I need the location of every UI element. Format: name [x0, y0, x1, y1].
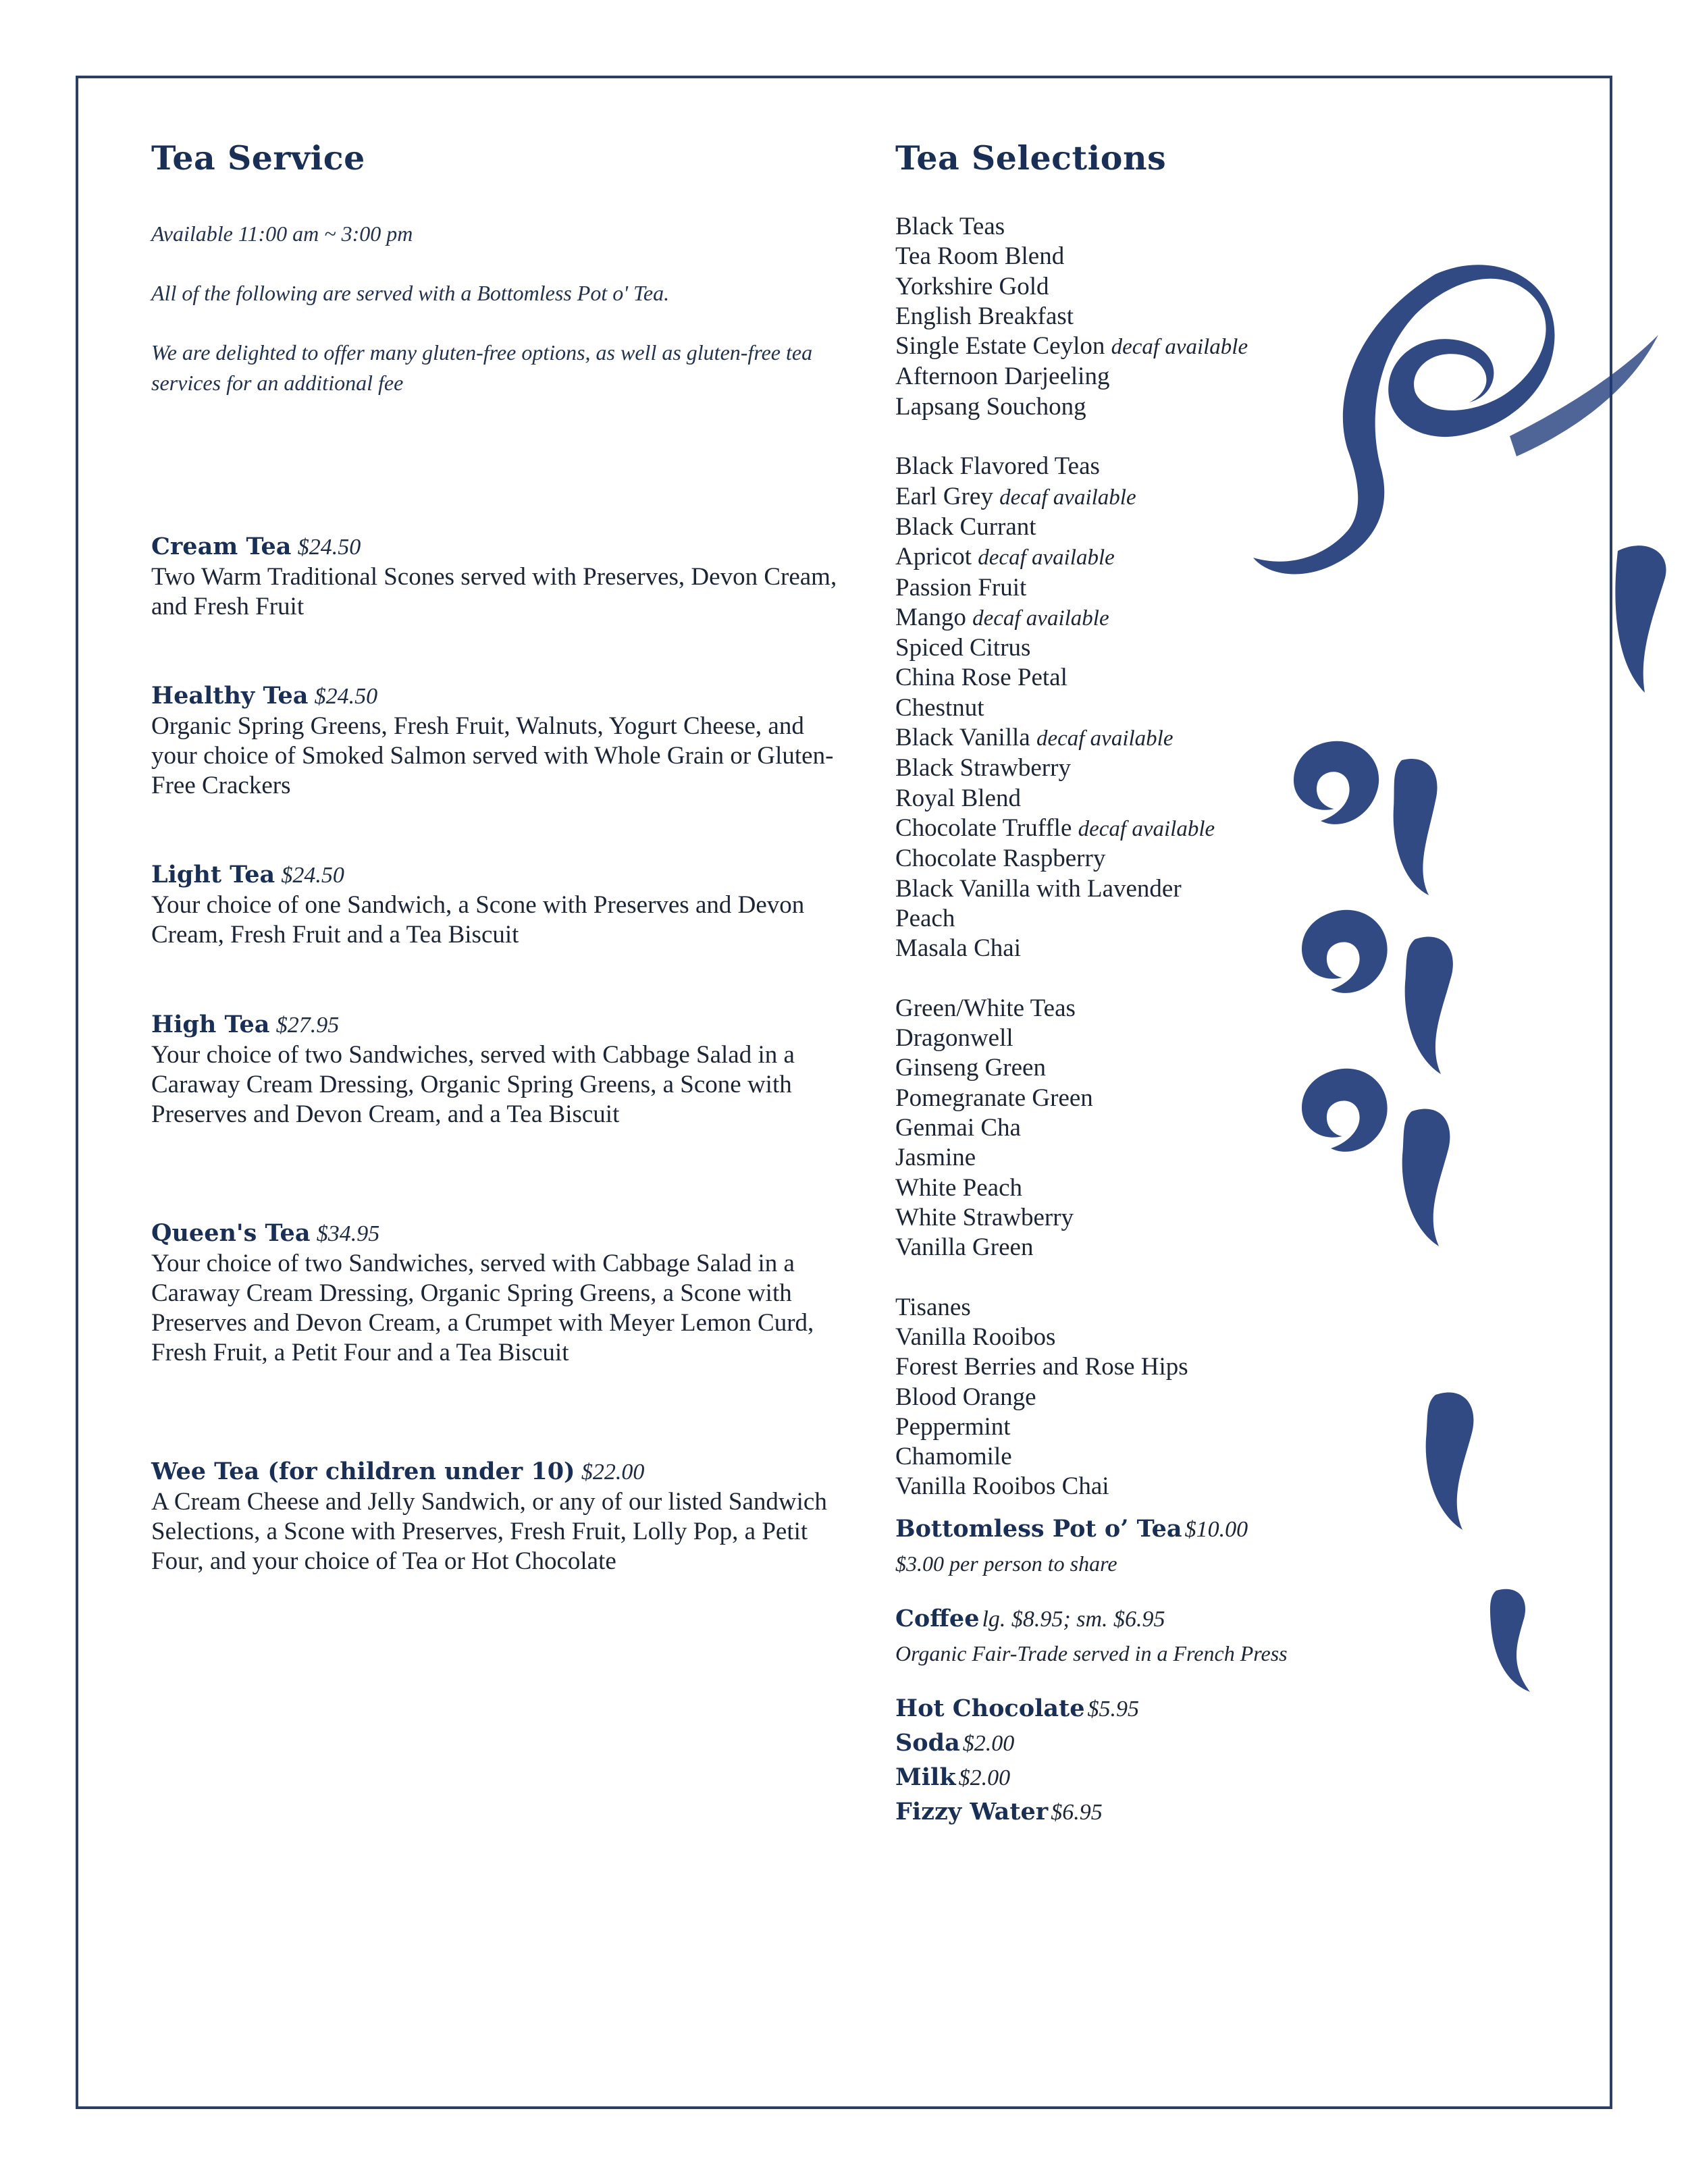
- tea-item-name: Forest Berries and Rose Hips: [895, 1353, 1188, 1381]
- tea-item-name: Vanilla Green: [895, 1233, 1034, 1262]
- tea-item-name: Black Teas: [895, 213, 1005, 240]
- service-healthy-tea: [151, 681, 847, 801]
- coffee-name: Coffee: [895, 1605, 980, 1632]
- tea-item-name: Single Estate Ceylon: [895, 332, 1105, 361]
- tea-service-intro: [151, 219, 847, 427]
- drink-item: Soda $2.00: [895, 1729, 1015, 1757]
- service-price: $24.50: [314, 684, 378, 709]
- tea-item-name: Jasmine: [895, 1144, 976, 1172]
- tea-item-name: Chocolate Truffle: [895, 814, 1072, 842]
- decaf-note: decaf available: [1078, 816, 1215, 841]
- tea-item-name: Vanilla Rooibos: [895, 1323, 1056, 1351]
- service-description: Two Warm Traditional Scones served with Preserves, Devon Cream, and Fresh Fruit: [151, 563, 837, 620]
- tea-item-name: White Peach: [895, 1173, 1022, 1202]
- tea-item-name: Blood Orange: [895, 1383, 1036, 1411]
- service-wee-tea: [151, 1457, 847, 1576]
- tea-item-name: Peppermint: [895, 1412, 1011, 1441]
- service-name: High Tea: [151, 1011, 270, 1038]
- tea-item-name: Black Vanilla: [895, 724, 1030, 752]
- service-name: Cream Tea: [151, 533, 292, 560]
- tea-service-heading: Tea Service: [151, 138, 365, 178]
- tea-item-name: Tisanes: [895, 1293, 971, 1321]
- tea-item-name: Black Vanilla with Lavender: [895, 874, 1182, 903]
- decaf-note: decaf available: [972, 606, 1109, 631]
- tea-item-name: Passion Fruit: [895, 573, 1027, 602]
- bottomless-pot-price: $10.00: [1184, 1517, 1248, 1542]
- service-description: Your choice of two Sandwiches, served with Cabbage Salad in a Caraway Cream Dressing, Organic Spring Greens, a Scone with Preserves and Devon Cream, a Crumpet with Meyer Lemon Curd, Fresh Fruit, a Petit Four and a Tea Biscuit: [151, 1250, 814, 1366]
- drink-item: Fizzy Water $6.95: [895, 1798, 1103, 1826]
- bottomless-pot-note: $3.00 per person to share: [895, 1551, 1117, 1576]
- tea-item-name: Afternoon Darjeeling: [895, 363, 1110, 391]
- service-description: Your choice of two Sandwiches, served with Cabbage Salad in a Caraway Cream Dressing, Organic Spring Greens, a Scone with Preserves and Devon Cream, and a Tea Biscuit: [151, 1041, 795, 1128]
- tea-item-name: Chestnut: [895, 693, 984, 722]
- service-description: A Cream Cheese and Jelly Sandwich, or any of our listed Sandwich Selections, a Scone with Preserves, Fresh Fruit, Lolly Pop, a Petit Four, and your choice of Tea or Hot Chocolate: [151, 1488, 827, 1575]
- service-name: Wee Tea (for children under 10): [151, 1458, 575, 1485]
- service-high-tea: [151, 1010, 847, 1129]
- decaf-note: decaf available: [978, 545, 1115, 570]
- service-price: $24.50: [297, 535, 361, 560]
- tea-item-name: Peach: [895, 904, 955, 932]
- tea-item-name: English Breakfast: [895, 302, 1074, 330]
- service-description: Your choice of one Sandwich, a Scone with Preserves and Devon Cream, Fresh Fruit and a Tea Biscuit: [151, 891, 805, 949]
- service-description: Organic Spring Greens, Fresh Fruit, Walnuts, Yogurt Cheese, and your choice of Smoked Salmon served with Whole Grain or Gluten-Free Crackers: [151, 712, 834, 799]
- service-price: $24.50: [281, 863, 344, 888]
- gluten-free-note: We are delighted to offer many gluten-free options, as well as gluten-free tea services for an additional fee: [151, 340, 813, 395]
- tea-item-name: Tea Room Blend: [895, 242, 1065, 271]
- drink-item: Milk $2.00: [895, 1763, 1011, 1791]
- tea-item-name: Royal Blend: [895, 784, 1022, 812]
- tea-item-name: Masala Chai: [895, 934, 1021, 963]
- tea-item-name: Chamomile: [895, 1443, 1012, 1471]
- service-name: Healthy Tea: [151, 682, 309, 710]
- tea-item-name: Dragonwell: [895, 1024, 1013, 1053]
- decaf-note: decaf available: [1111, 335, 1248, 360]
- service-cream-tea: [151, 532, 847, 622]
- service-hours: Available 11:00 am ~ 3:00 pm: [151, 221, 413, 246]
- decaf-note: decaf available: [999, 485, 1136, 510]
- tea-item-name: Genmai Cha: [895, 1113, 1021, 1142]
- menu-frame: [76, 76, 1612, 2109]
- tea-item-name: Black Flavored Teas: [895, 452, 1100, 481]
- service-price: $34.95: [316, 1221, 380, 1246]
- service-name: Queen's Tea: [151, 1219, 311, 1247]
- tea-item-name: Black Currant: [895, 512, 1036, 541]
- tea-item-name: Yorkshire Gold: [895, 272, 1049, 300]
- tea-item-name: Earl Grey: [895, 482, 993, 510]
- tea-item-name: Vanilla Rooibos Chai: [895, 1472, 1109, 1501]
- coffee-price: lg. $8.95; sm. $6.95: [982, 1607, 1165, 1632]
- tea-item-name: Lapsang Souchong: [895, 392, 1086, 421]
- decaf-note: decaf available: [1036, 726, 1173, 751]
- tea-item-name: China Rose Petal: [895, 664, 1067, 692]
- drink-item: Hot Chocolate $5.95: [895, 1695, 1139, 1722]
- bottomless-note: All of the following are served with a Bottomless Pot o' Tea.: [151, 281, 670, 305]
- tea-item-name: White Strawberry: [895, 1203, 1074, 1231]
- coffee-note: Organic Fair-Trade served in a French Press: [895, 1641, 1288, 1666]
- tea-item-name: Green/White Teas: [895, 994, 1076, 1022]
- tea-item-name: Spiced Citrus: [895, 634, 1031, 662]
- tea-item-name: Mango: [895, 603, 966, 631]
- service-price: $22.00: [581, 1460, 645, 1485]
- bottomless-pot-name: Bottomless Pot o’ Tea: [895, 1515, 1182, 1543]
- service-price: $27.95: [275, 1013, 340, 1038]
- ink-brush-decoration: [1213, 234, 1685, 1753]
- tea-item-name: Apricot: [895, 543, 972, 571]
- service-light-tea: [151, 860, 847, 950]
- tea-item-name: Pomegranate Green: [895, 1084, 1093, 1112]
- service-name: Light Tea: [151, 861, 275, 888]
- tea-item-name: Black Strawberry: [895, 754, 1071, 782]
- tea-item-name: Ginseng Green: [895, 1054, 1046, 1082]
- service-queens-tea: [151, 1219, 847, 1368]
- tea-item-name: Chocolate Raspberry: [895, 845, 1106, 873]
- tea-selections-heading: Tea Selections: [895, 138, 1167, 178]
